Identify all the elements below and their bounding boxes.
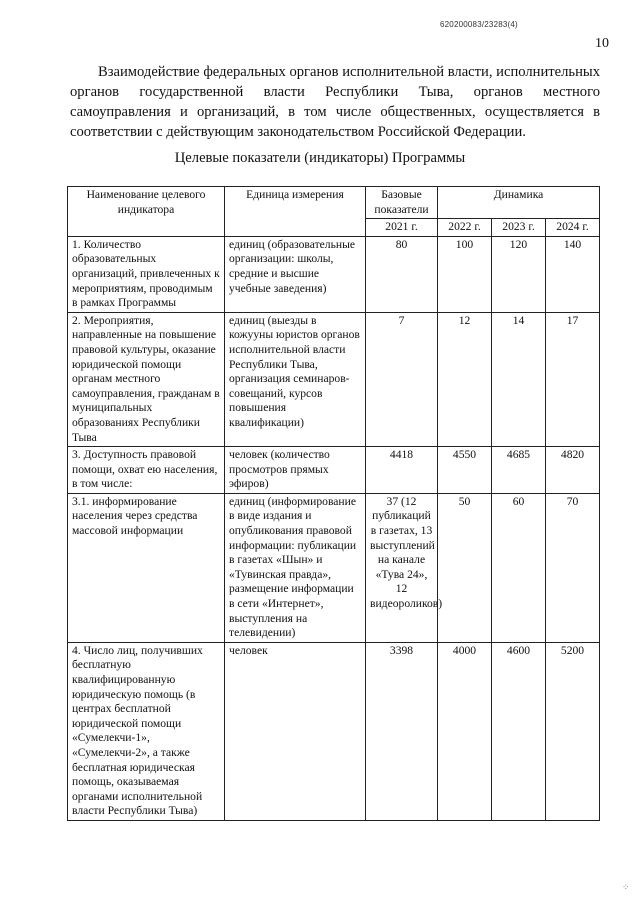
cell-indicator-name: 3. Доступность правовой помощи, охват ею населения, в том числе: <box>68 447 225 494</box>
cell-indicator-name: 1. Количество образовательных организаций, привлеченных к мероприятиям, проводимым в рамках Программы <box>68 236 225 312</box>
indicators-table <box>67 186 600 821</box>
cell-unit: единиц (образовательные организации: школы, средние и высшие учебные заведения) <box>225 236 366 312</box>
cell-unit: единиц (выезды в кожууны юристов органов исполнительной власти Республики Тыва, организация семинаров-совещаний, курсов повышения квалификации) <box>225 312 366 446</box>
cell-2022: 4000 <box>438 642 492 820</box>
cell-2022: 4550 <box>438 447 492 494</box>
header-year-base: 2021 г. <box>366 219 438 237</box>
header-base: Базовые показатели <box>366 187 438 219</box>
cell-2023: 60 <box>492 493 546 642</box>
cell-2024: 4820 <box>546 447 600 494</box>
cell-base: 3398 <box>366 642 438 820</box>
table-row <box>68 312 600 446</box>
table-row <box>68 642 600 820</box>
cell-unit: человек <box>225 642 366 820</box>
cell-base: 80 <box>366 236 438 312</box>
cell-2023: 4685 <box>492 447 546 494</box>
cell-2023: 4600 <box>492 642 546 820</box>
cell-indicator-name: 2. Мероприятия, направленные на повышение правовой культуры, оказание юридической помощи органам местного самоуправления, гражданам в муниципальных образованиях Республики Тыва <box>68 312 225 446</box>
cell-unit: единиц (информирование в виде издания и опубликования правовой информации: публикации в газетах «Шын» и «Тувинская правда», размещение информации в сети «Интернет», выступления на телевидении) <box>225 493 366 642</box>
header-dynamics: Динамика <box>438 187 600 219</box>
scan-mark-icon: ⁘ <box>622 882 630 892</box>
page-number: 10 <box>595 36 609 51</box>
cell-base: 4418 <box>366 447 438 494</box>
header-unit: Единица измерения <box>225 187 366 237</box>
cell-2024: 140 <box>546 236 600 312</box>
header-year-2023: 2023 г. <box>492 219 546 237</box>
cell-2024: 17 <box>546 312 600 446</box>
header-year-2024: 2024 г. <box>546 219 600 237</box>
cell-2024: 70 <box>546 493 600 642</box>
cell-indicator-name: 4. Число лиц, получивших бесплатную квалифицированную юридическую помощь (в центрах бесплатной юридической помощи «Сумелекчи-1», «Сумелекчи-2», а также бесплатная юридическая помощь, оказываемая органами исполнительной власти Республики Тыва) <box>68 642 225 820</box>
table-row <box>68 236 600 312</box>
cell-2023: 120 <box>492 236 546 312</box>
cell-2022: 12 <box>438 312 492 446</box>
document-id: 620200083/23283(4) <box>440 20 518 29</box>
cell-2022: 100 <box>438 236 492 312</box>
table-row <box>68 447 600 494</box>
cell-base: 7 <box>366 312 438 446</box>
table-header-row <box>68 187 600 219</box>
cell-base: 37 (12 публикаций в газетах, 13 выступлений на канале «Тува 24», 12 видеороликов) <box>366 493 438 642</box>
cell-indicator-name: 3.1. информирование населения через средства массовой информации <box>68 493 225 642</box>
table-row <box>68 493 600 642</box>
intro-paragraph: Взаимодействие федеральных органов исполнительной власти, исполнительных органов государственной власти Республики Тыва, органов местного самоуправления и организаций, в том числе общественных, осуществляется в соответствии с действующим законодательством Российской Федерации. <box>70 64 600 140</box>
cell-2022: 50 <box>438 493 492 642</box>
cell-2023: 14 <box>492 312 546 446</box>
cell-2024: 5200 <box>546 642 600 820</box>
header-indicator-name: Наименование целевого индикатора <box>68 187 225 237</box>
cell-unit: человек (количество просмотров прямых эфиров) <box>225 447 366 494</box>
header-year-2022: 2022 г. <box>438 219 492 237</box>
table-title: Целевые показатели (индикаторы) Программы <box>174 150 466 166</box>
